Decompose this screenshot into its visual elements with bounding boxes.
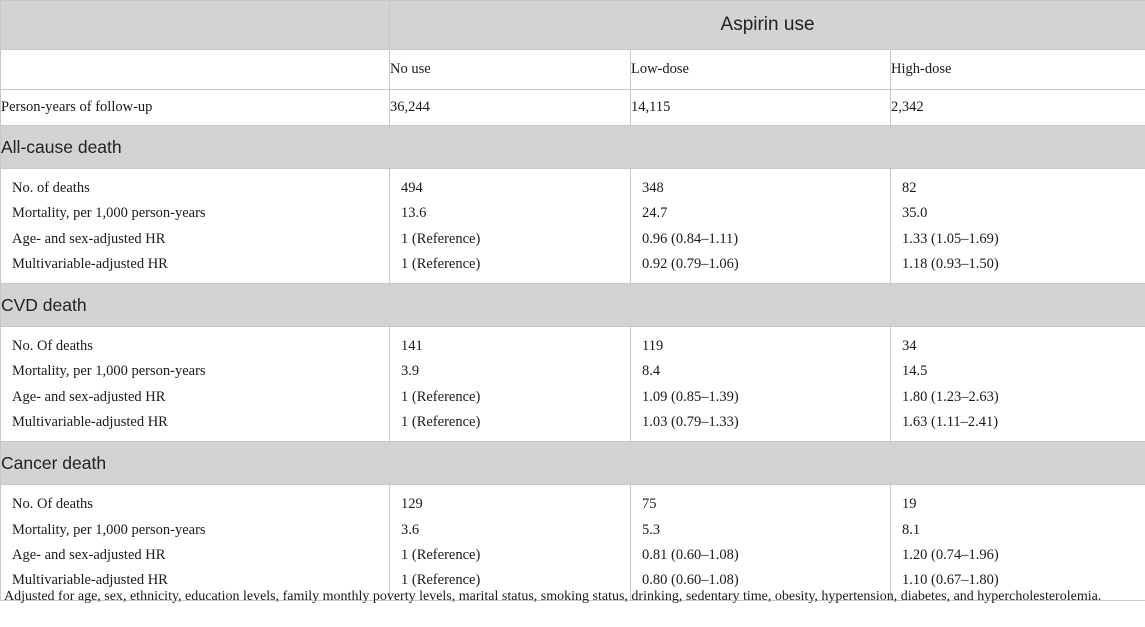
cell-value: 1 (Reference) (401, 230, 481, 247)
cell-value: 1.10 (0.67–1.80) (902, 572, 999, 589)
header-row (1, 1, 1145, 50)
section-header-row (1, 284, 1145, 327)
cell-value: 1.33 (1.05–1.69) (902, 230, 999, 247)
cell-value: 8.4 (642, 363, 661, 380)
row-label: Mortality, per 1,000 person-years (12, 363, 206, 380)
person-years-label: Person-years of follow-up (1, 90, 390, 126)
header-blank-cell (1, 1, 390, 50)
row-label: Multivariable-adjusted HR (12, 572, 168, 589)
row-labels-all-cause (1, 169, 390, 284)
low-dose-values-cvd (631, 327, 891, 442)
cell-value: 129 (401, 496, 423, 513)
section-body-row (1, 485, 1145, 600)
cell-value: 1.03 (0.79–1.33) (642, 414, 739, 431)
row-labels-cvd (1, 327, 390, 442)
cell-value: 8.1 (902, 521, 921, 538)
high-dose-values-cvd (891, 327, 1145, 442)
person-years-high-dose: 2,342 (891, 90, 1145, 126)
cell-value: 24.7 (642, 205, 668, 222)
column-header-low-dose: Low-dose (631, 50, 891, 90)
person-years-low-dose: 14,115 (631, 90, 891, 126)
cell-value: 0.81 (0.60–1.08) (642, 546, 739, 563)
cell-value: 119 (642, 338, 664, 355)
cell-value: 3.6 (401, 521, 420, 538)
cell-value: 5.3 (642, 521, 661, 538)
row-label: Age- and sex-adjusted HR (12, 546, 166, 563)
person-years-no-use: 36,244 (390, 90, 631, 126)
cell-value: 1 (Reference) (401, 414, 481, 431)
person-years-row (1, 90, 1145, 126)
cell-value: 494 (401, 180, 423, 196)
cell-value: 141 (401, 338, 423, 355)
cell-value: 1 (Reference) (401, 255, 481, 272)
cell-value: 3.9 (401, 363, 420, 380)
high-dose-values-cancer (891, 485, 1145, 600)
cell-value: 348 (642, 180, 664, 196)
cell-value: 13.6 (401, 205, 427, 222)
row-labels-cancer (1, 485, 390, 600)
cell-value: 1.18 (0.93–1.50) (902, 255, 999, 272)
row-label: Age- and sex-adjusted HR (12, 388, 166, 405)
column-header-row (1, 50, 1145, 90)
row-label: Mortality, per 1,000 person-years (12, 521, 206, 538)
cell-value: 1.63 (1.11–2.41) (902, 414, 999, 431)
section-header-row (1, 126, 1145, 169)
cell-value: 0.92 (0.79–1.06) (642, 255, 739, 272)
cell-value: 1.09 (0.85–1.39) (642, 388, 739, 405)
cell-value: 1.20 (0.74–1.96) (902, 546, 999, 563)
low-dose-values-cancer (631, 485, 891, 600)
row-label: Multivariable-adjusted HR (12, 414, 168, 431)
column-header-high-dose: High-dose (891, 50, 1145, 90)
row-label: No. Of deaths (12, 338, 93, 355)
column-header-no-use: No use (390, 50, 631, 90)
table-footnote: Adjusted for age, sex, ethnicity, education levels, family monthly poverty levels, marital status, smoking status, drinking, sedentary time, obesity, hypertension, diabetes, and hypercholesterolemia. (4, 589, 1102, 604)
no-use-values-all-cause (390, 169, 631, 284)
cell-value: 35.0 (902, 205, 928, 222)
section-body-row (1, 169, 1145, 284)
section-body-row (1, 327, 1145, 442)
low-dose-values-all-cause (631, 169, 891, 284)
cell-value: 1 (Reference) (401, 572, 481, 589)
row-label: Mortality, per 1,000 person-years (12, 205, 206, 222)
section-title-cvd: CVD death (1, 284, 1145, 327)
cell-value: 1.80 (1.23–2.63) (902, 388, 999, 405)
section-header-row (1, 442, 1145, 485)
cell-value: 1 (Reference) (401, 546, 481, 563)
row-label: No. Of deaths (12, 496, 93, 513)
cell-value: 0.80 (0.60–1.08) (642, 572, 739, 589)
row-label: No. of deaths (12, 180, 90, 196)
no-use-values-cvd (390, 327, 631, 442)
aspirin-use-header: Aspirin use (390, 1, 1145, 50)
column-header-blank (1, 50, 390, 90)
no-use-values-cancer (390, 485, 631, 600)
cell-value: 19 (902, 496, 917, 513)
cell-value: 1 (Reference) (401, 388, 481, 405)
cell-value: 75 (642, 496, 657, 513)
row-label: Age- and sex-adjusted HR (12, 230, 166, 247)
cell-value: 34 (902, 338, 917, 355)
cell-value: 0.96 (0.84–1.11) (642, 230, 739, 247)
section-title-all-cause: All-cause death (1, 126, 1145, 169)
high-dose-values-all-cause (891, 169, 1145, 284)
cell-value: 82 (902, 180, 917, 196)
cell-value: 14.5 (902, 363, 928, 380)
section-title-cancer: Cancer death (1, 442, 1145, 485)
row-label: Multivariable-adjusted HR (12, 255, 168, 272)
